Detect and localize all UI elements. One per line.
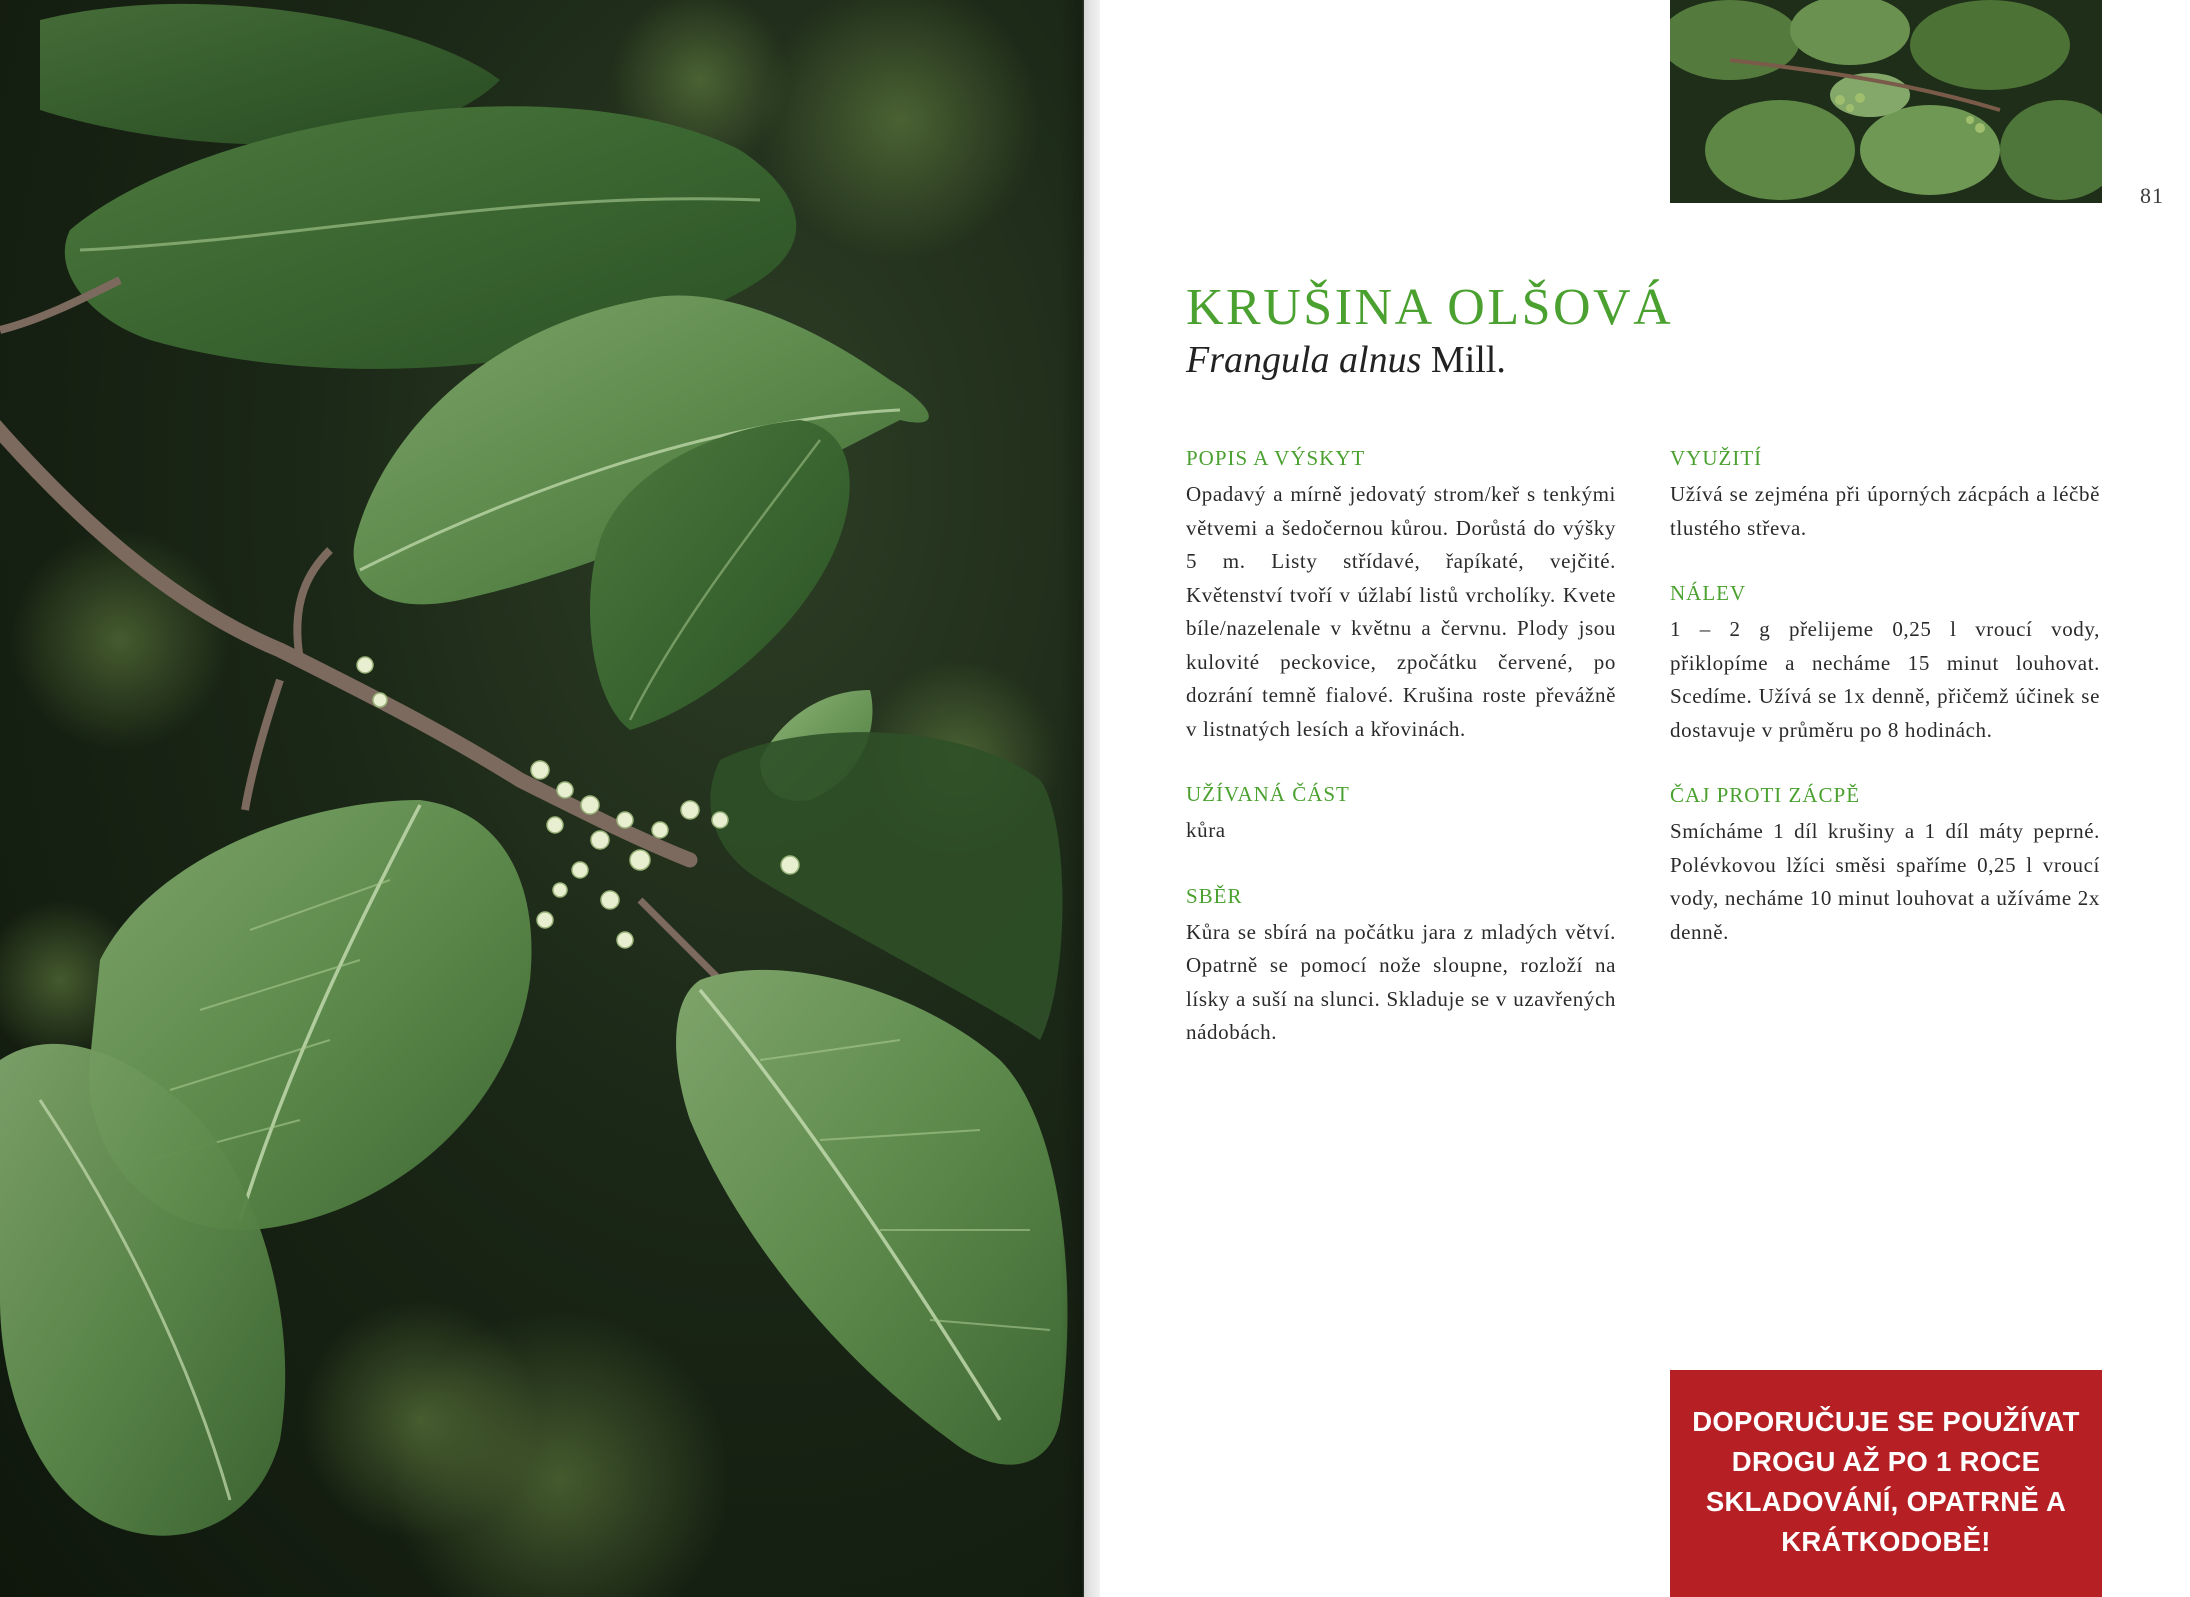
section-heading: SBĚR bbox=[1186, 883, 1243, 908]
section-used-part bbox=[1186, 780, 1616, 848]
latin-binomial: Frangula alnus bbox=[1186, 339, 1422, 381]
section-heading: UŽÍVANÁ ČÁST bbox=[1186, 782, 1350, 806]
latin-author: Mill. bbox=[1430, 339, 1506, 381]
section-usage bbox=[1670, 444, 2100, 545]
warning-box bbox=[1670, 1370, 2102, 1597]
section-infusion bbox=[1670, 579, 2100, 747]
thumbnail-photograph bbox=[1670, 0, 2102, 203]
section-heading: ČAJ PROTI ZÁCPĚ bbox=[1670, 783, 1861, 807]
section-tea-recipe bbox=[1670, 781, 2100, 949]
latin-name bbox=[1186, 338, 1506, 382]
branch-illustration bbox=[0, 0, 1084, 1597]
section-text: Opadavý a mírně jedovatý strom/keř s tenkými větvemi a šedočernou kůrou. Dorůstá do výšky 5 m. Listy střídavé, řapíkaté, vejčité. Květenství tvoří v úžlabí listů vrcholíky. Kvete bíle/nazelenale v květnu a červnu. Plody jsou kulovité peckovice, zpočátku červené, po dozrání temně fialové. Krušina roste převážně v listnatých lesích a křovinách. bbox=[1186, 482, 1616, 741]
page-title: KRUŠINA OLŠOVÁ bbox=[1186, 279, 1674, 336]
section-text: Užívá se zejména při úporných zácpách a léčbě tlustého střeva. bbox=[1670, 482, 2100, 540]
text-page bbox=[1100, 0, 2190, 1597]
shrub-illustration bbox=[1670, 0, 2102, 203]
section-text: 1 – 2 g přelijeme 0,25 l vroucí vody, přiklopíme a necháme 15 minut louhovat. Scedíme. Užívá se 1x denně, přičemž účinek se dostavuje v průměru po 8 hodinách. bbox=[1670, 617, 2100, 742]
book-gutter-shadow bbox=[1060, 0, 1100, 1597]
warning-text: DOPORUČUJE SE POUŽÍVAT DROGU AŽ PO 1 ROCE SKLADOVÁNÍ, OPATRNĚ A KRÁTKODOBĚ! bbox=[1692, 1405, 2080, 1557]
section-heading: NÁLEV bbox=[1670, 581, 1747, 605]
section-text: Smícháme 1 díl krušiny a 1 díl máty peprné. Polévkovou lžíci směsi spaříme 0,25 l vroucí vody, necháme 10 minut louhovat a užíváme 2x denně. bbox=[1670, 819, 2100, 944]
plant-photograph bbox=[0, 0, 1084, 1597]
section-description bbox=[1186, 444, 1616, 746]
section-harvest bbox=[1186, 882, 1616, 1050]
left-text-column bbox=[1186, 444, 1616, 1084]
section-text: Kůra se sbírá na počátku jara z mladých větví. Opatrně se pomocí nože sloupne, rozloží na lísky a suší na slunci. Skladuje se v uzavřených nádobách. bbox=[1186, 919, 1616, 1044]
page-number: 81 bbox=[2140, 183, 2164, 208]
section-text: kůra bbox=[1186, 818, 1226, 842]
right-text-column bbox=[1670, 444, 2100, 983]
section-heading: POPIS A VÝSKYT bbox=[1186, 446, 1366, 470]
section-heading: VYUŽITÍ bbox=[1670, 446, 1763, 470]
